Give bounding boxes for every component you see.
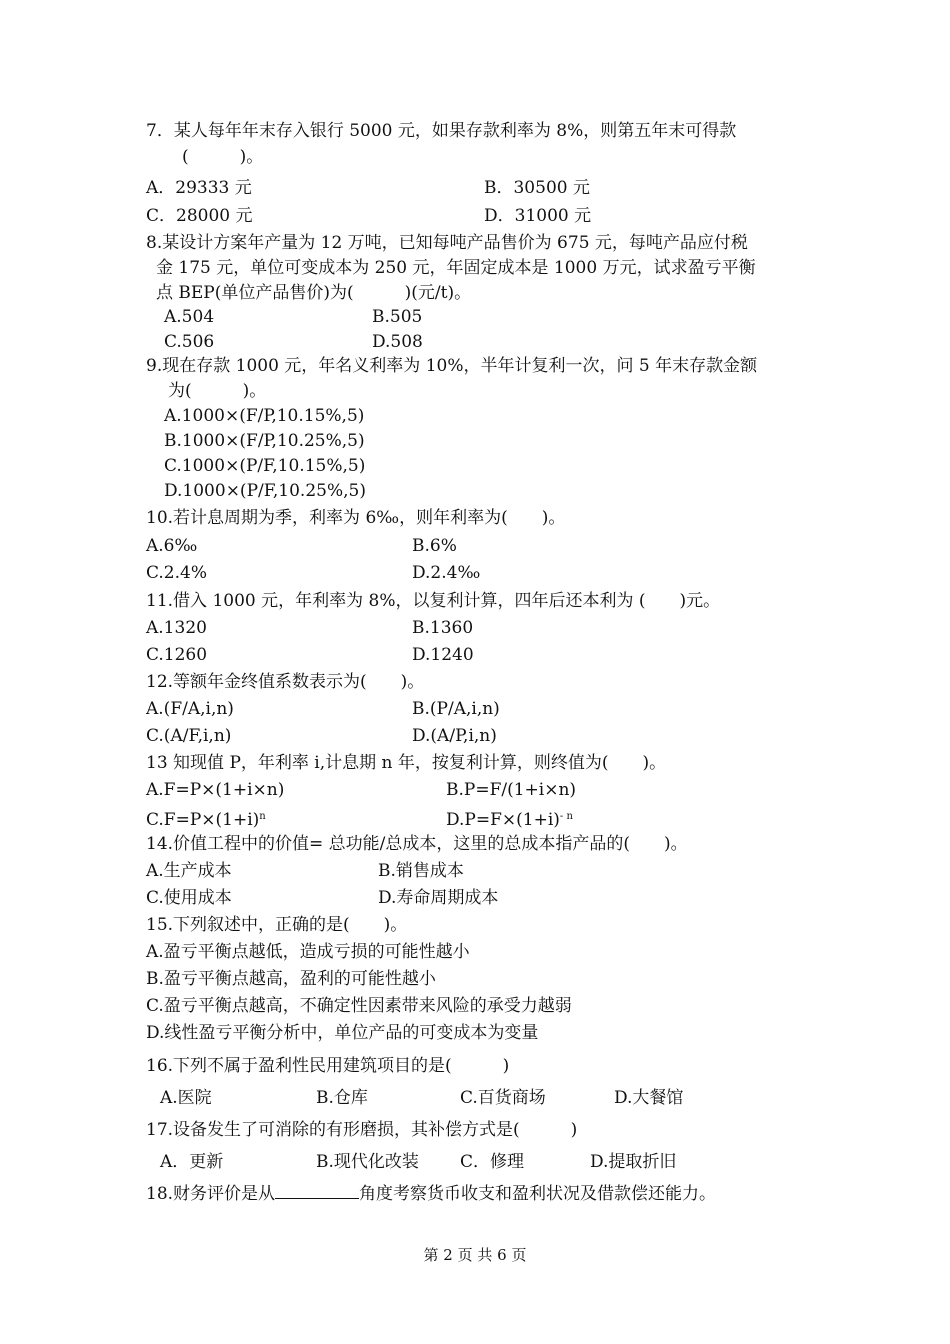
q11-stem: 11.借入 1000 元，年利率为 8%，以复利计算，四年后还本利为 ( )元。: [146, 591, 721, 611]
q7-option-c: C．28000 元: [146, 206, 253, 226]
q9-option-a: A.1000×(F/P,10.15%,5): [164, 406, 365, 426]
q9-option-c: C.1000×(P/F,10.15%,5): [164, 456, 366, 476]
q7-option-d: D．31000 元: [484, 206, 592, 226]
q8-option-c: C.506: [164, 332, 215, 352]
q16-stem: 16.下列不属于盈利性民用建筑项目的是( ): [146, 1056, 510, 1076]
q14-option-a: A.生产成本: [146, 861, 232, 881]
q17-option-d: D.提取折旧: [590, 1152, 677, 1172]
q10-option-b: B.6%: [412, 536, 457, 556]
q9-option-b: B.1000×(F/P,10.25%,5): [164, 431, 365, 451]
q8-stem-line3: 点 BEP(单位产品售价)为( )(元/t)。: [156, 283, 472, 303]
q11-option-c: C.1260: [146, 645, 208, 665]
q12-stem: 12.等额年金终值系数表示为( )。: [146, 672, 425, 692]
q9-option-d: D.1000×(P/F,10.25%,5): [164, 481, 366, 501]
q13-option-c-base: C.F=P×(1+i): [146, 810, 260, 830]
q16-option-a: A.医院: [160, 1088, 212, 1108]
q12-option-a: A.(F/A,i,n): [146, 699, 234, 719]
q14-stem: 14.价值工程中的价值= 总功能/总成本，这里的总成本指产品的( )。: [146, 834, 688, 854]
q11-option-d: D.1240: [412, 645, 474, 665]
q10-option-c: C.2.4%: [146, 563, 207, 583]
q14-option-d: D.寿命周期成本: [378, 888, 499, 908]
q13-option-d-base: D.P=F×(1+i): [446, 810, 560, 830]
q17-option-a: A．更新: [160, 1152, 224, 1172]
page-footer: 第 2 页 共 6 页: [423, 1246, 527, 1264]
q17-option-b: B.现代化改装: [316, 1152, 419, 1172]
q13-option-d: [446, 806, 573, 831]
q18-fill-blank: [275, 1182, 359, 1199]
q16-option-d: D.大餐馆: [614, 1088, 684, 1108]
q13-option-c: [146, 806, 266, 831]
q15-option-c: C.盈亏平衡点越高，不确定性因素带来风险的承受力越弱: [146, 996, 572, 1016]
q10-option-d: D.2.4‰: [412, 563, 481, 583]
q15-option-d: D.线性盈亏平衡分析中，单位产品的可变成本为变量: [146, 1023, 539, 1043]
q12-option-b: B.(P/A,i,n): [412, 699, 500, 719]
q14-option-c: C.使用成本: [146, 888, 232, 908]
q15-option-a: A.盈亏平衡点越低，造成亏损的可能性越小: [146, 942, 470, 962]
q8-stem-line1: 8.某设计方案年产量为 12 万吨，已知每吨产品售价为 675 元，每吨产品应付税: [146, 233, 748, 253]
q13-stem: 13 知现值 P，年利率 i,计息期 n 年，按复利计算，则终值为( )。: [146, 753, 667, 773]
q15-stem: 15.下列叙述中，正确的是( )。: [146, 915, 408, 935]
q13-option-a: A.F=P×(1+i×n): [146, 780, 285, 800]
q11-option-a: A.1320: [146, 618, 207, 638]
q12-option-d: D.(A/P,i,n): [412, 726, 497, 746]
q9-stem-line2: 为( )。: [168, 381, 267, 401]
q18-stem-after: 角度考察货币收支和盈利状况及借款偿还能力。: [359, 1184, 717, 1204]
q13-option-b: B.P=F/(1+i×n): [446, 780, 577, 800]
q17-option-c: C．修理: [460, 1152, 525, 1172]
q11-option-b: B.1360: [412, 618, 474, 638]
q13-option-c-exponent: n: [259, 811, 266, 822]
q12-option-c: C.(A/F,i,n): [146, 726, 232, 746]
q7-option-a: A．29333 元: [146, 178, 252, 198]
q13-option-d-exponent: - n: [559, 811, 573, 822]
q7-stem-line2: ( )。: [182, 147, 264, 167]
q9-stem-line1: 9.现在存款 1000 元，年名义利率为 10%，半年计复利一次，问 5 年末存款金额: [146, 356, 758, 376]
q8-option-d: D.508: [372, 332, 423, 352]
q18-stem: [146, 1182, 716, 1205]
q18-stem-before: 18.财务评价是从: [146, 1184, 276, 1204]
q16-option-b: B.仓库: [316, 1088, 368, 1108]
q15-option-b: B.盈亏平衡点越高，盈利的可能性越小: [146, 969, 436, 989]
q10-option-a: A.6‰: [146, 536, 198, 556]
q14-option-b: B.销售成本: [378, 861, 464, 881]
q16-option-c: C.百货商场: [460, 1088, 546, 1108]
q7-option-b: B．30500 元: [484, 178, 590, 198]
q10-stem: 10.若计息周期为季，利率为 6‰，则年利率为( )。: [146, 508, 566, 528]
q8-option-a: A.504: [164, 307, 215, 327]
q8-option-b: B.505: [372, 307, 423, 327]
q17-stem: 17.设备发生了可消除的有形磨损，其补偿方式是( ): [146, 1120, 578, 1140]
q7-stem-line1: 7．某人每年年末存入银行 5000 元，如果存款利率为 8%，则第五年末可得款: [146, 121, 737, 141]
q8-stem-line2: 金 175 元，单位可变成本为 250 元，年固定成本是 1000 万元，试求盈亏平衡: [156, 258, 756, 278]
